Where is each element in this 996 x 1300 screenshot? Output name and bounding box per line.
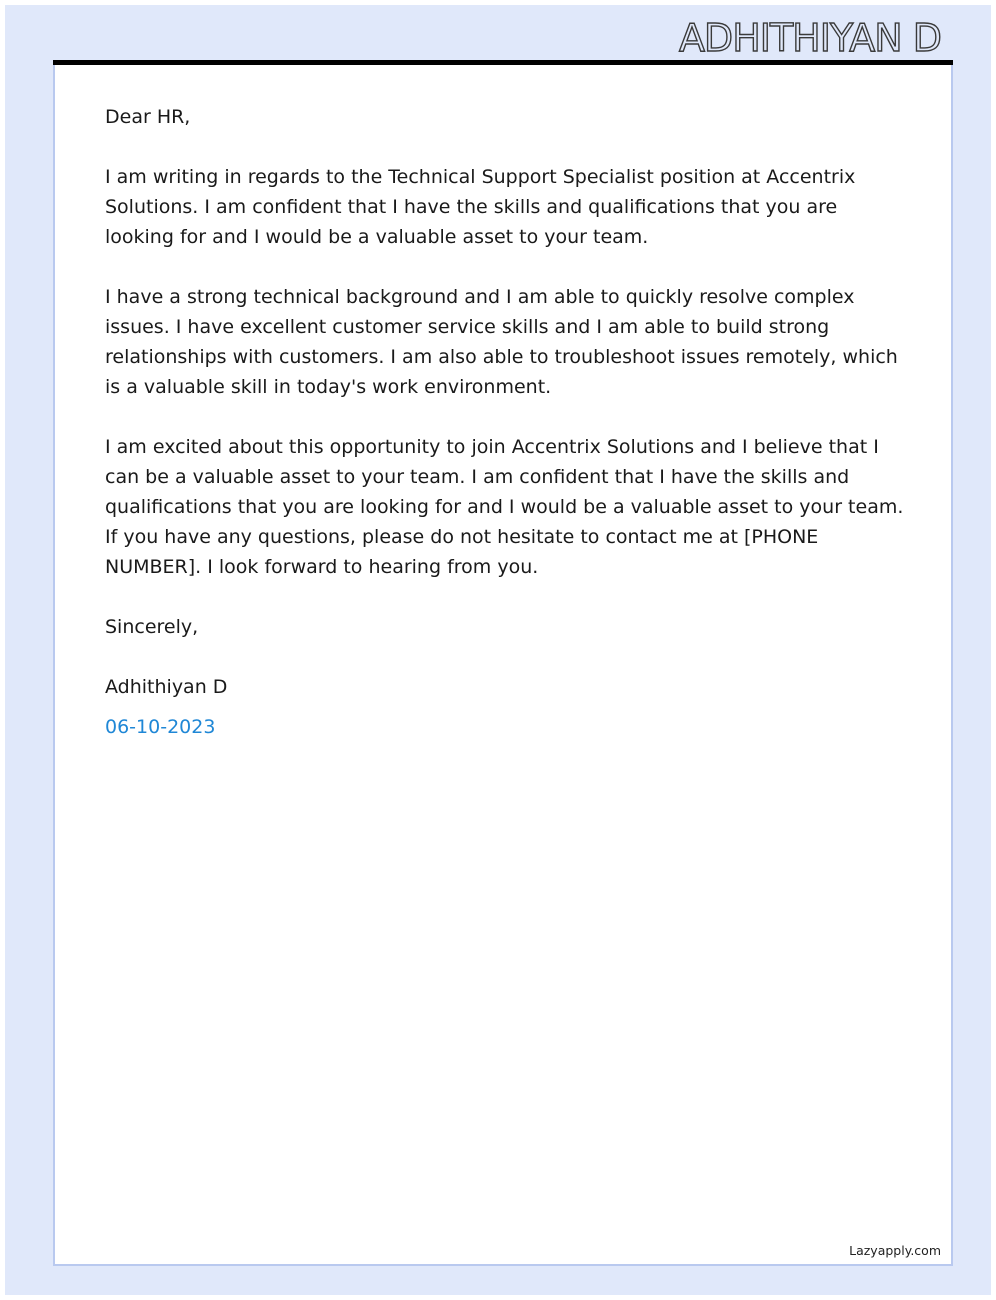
letter-page <box>53 65 953 1266</box>
letter-paragraph: I am excited about this opportunity to join Accentrix Solutions and I believe that I can be a valuable asset to your team. I am confident that I have the skills and qualifications that you are looking for and I would be a valuable asset to your team. If you have any questions, please do not hesitate to contact me at [PHONE NUMBER]. I look forward to hearing from you. <box>105 436 904 578</box>
watermark-text: Lazyapply.com <box>849 1243 941 1258</box>
signer-name: Adhithiyan D <box>105 676 228 698</box>
letter-date: 06-10-2023 <box>105 716 216 738</box>
applicant-name-heading: ADHITHIYAN D <box>678 16 941 60</box>
letter-paragraph: I have a strong technical background and I am able to quickly resolve complex issues. I have excellent customer service skills and I am able to build strong relationships with customers. I am also able to troubleshoot issues remotely, which is a valuable skill in today's work environment. <box>105 286 898 398</box>
closing: Sincerely, <box>105 616 199 638</box>
salutation: Dear HR, <box>105 106 191 128</box>
document-frame <box>5 5 991 1295</box>
letter-paragraph: I am writing in regards to the Technical Support Specialist position at Accentrix Solutions. I am confident that I have the skills and qualifications that you are looking for and I would be a valuable asset to your team. <box>105 166 856 248</box>
cover-letter-body <box>105 102 905 742</box>
